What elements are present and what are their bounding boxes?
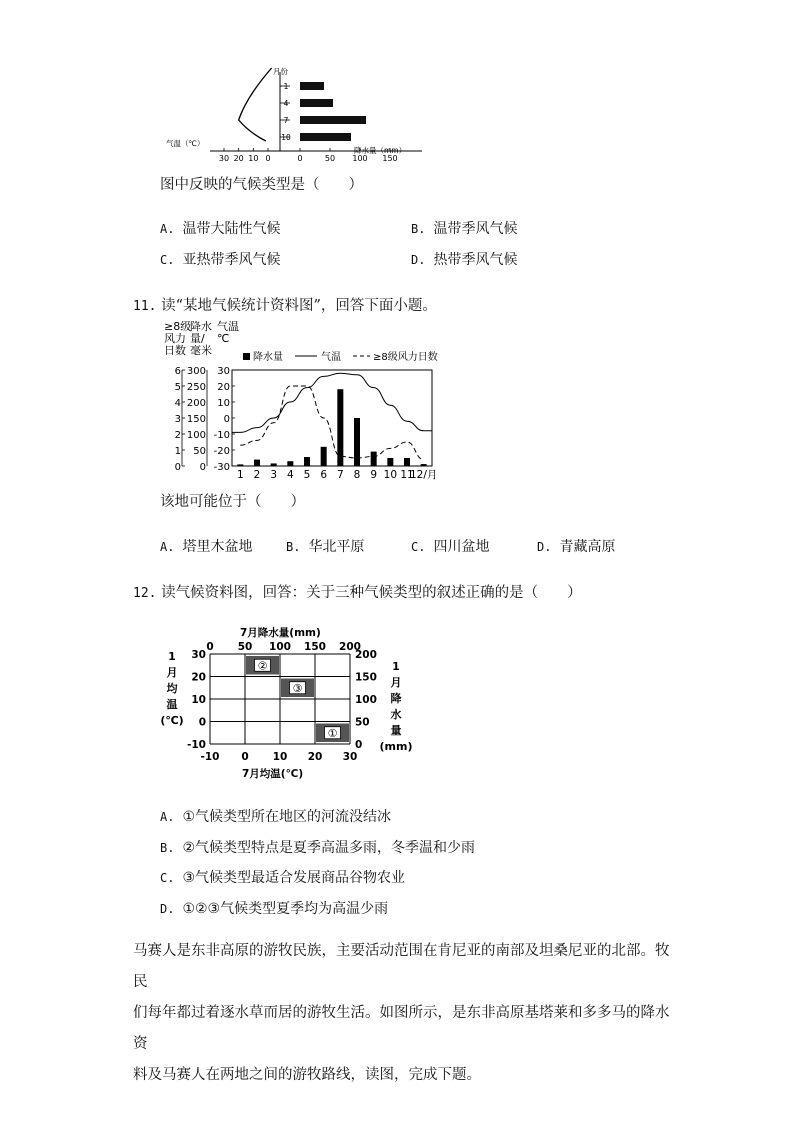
q11-option-b[interactable]: [286, 536, 364, 556]
q11-wind-tick: 5: [174, 382, 181, 393]
q11-axis-header: 日数: [164, 344, 186, 357]
q11-month-label: 11: [400, 469, 414, 481]
q10-temperature-curve: [239, 68, 272, 141]
q12-top-tick: 200: [339, 641, 361, 653]
q11-month-label: 8: [353, 469, 361, 481]
q11-month-label: 12/月: [409, 469, 438, 481]
q12-point-label: ③: [292, 681, 303, 695]
q12-bottom-tick: 30: [342, 751, 358, 763]
q11-month-label: 7: [336, 469, 344, 481]
q11-wind-tick: 2: [174, 430, 181, 441]
q10-month-label: 4: [283, 99, 289, 108]
q11-precip-tick: 300: [186, 366, 206, 377]
q11-option-c[interactable]: [411, 536, 489, 556]
q10-temp-tick-label: 20: [233, 154, 244, 163]
option-letter: A.: [160, 540, 175, 554]
q12-right-axis-title: 水: [390, 708, 402, 721]
question-number: 12.: [133, 586, 157, 601]
question-number: 11.: [133, 299, 157, 314]
q12-option-b[interactable]: [160, 837, 475, 857]
passage-line: 马赛人是东非高原的游牧民族，主要活动范围在肯尼亚的南部及坦桑尼亚的北部。牧民: [133, 943, 670, 990]
q12-left-tick: 0: [198, 716, 206, 729]
option-text: 亚热带季风气候: [182, 252, 281, 268]
q11-month-label: 2: [253, 469, 261, 481]
q10-climate-chart: [160, 60, 430, 168]
q10-option-c[interactable]: [160, 249, 280, 269]
q12-left-tick: 30: [191, 649, 206, 661]
q10-stem: 图中反映的气候类型是（ ）: [160, 177, 363, 193]
q10-precip-bar: [300, 116, 366, 124]
q11-stem: 该地可能位于（ ）: [160, 494, 305, 510]
q10-precip-tick-label: 100: [352, 154, 368, 163]
q12-right-tick: 150: [355, 671, 377, 684]
q11-precip-tick: 150: [186, 414, 206, 425]
q11-legend-precip-swatch: [243, 353, 250, 360]
q11-wind-days-line: [240, 386, 423, 460]
option-letter: B.: [160, 841, 175, 855]
q11-legend-precip: 降水量: [253, 352, 283, 363]
q11-precip-bar: [321, 447, 327, 466]
q11-precip-tick: 50: [193, 446, 206, 457]
q11-wind-tick: 0: [174, 462, 181, 473]
q12-left-axis-title: 月: [166, 666, 178, 679]
q11-precip-tick: 250: [186, 382, 206, 393]
q12-bottom-tick: -10: [200, 751, 220, 763]
q12-left-tick: -10: [187, 739, 206, 751]
q10-temp-tick-label: 10: [248, 154, 259, 163]
q11-option-d[interactable]: [537, 536, 615, 556]
q12-right-tick: 100: [355, 694, 377, 706]
option-text: ②气候类型特点是夏季高温多雨，冬季温和少雨: [182, 840, 476, 856]
q10-precip-tick-label: 0: [297, 154, 303, 163]
q11-precip-bar: [371, 452, 377, 466]
q11-month-label: 3: [270, 469, 278, 481]
q12-right-axis-title: 量: [390, 724, 402, 737]
q12-top-tick: 0: [206, 641, 214, 653]
q12-right-axis-title: (mm): [379, 740, 413, 753]
q12-right-tick: 200: [355, 649, 377, 661]
q10-temp-axis-label: 气温（℃）: [166, 139, 205, 148]
q12-right-tick: 0: [355, 739, 363, 751]
q11-temp-tick: 10: [217, 398, 230, 409]
q12-heading: [133, 581, 582, 602]
q11-heading: [133, 294, 437, 315]
q11-precip-bar: [354, 418, 360, 466]
q12-left-tick: 20: [191, 671, 206, 684]
q12-left-axis-title: 1: [168, 650, 176, 663]
q11-axis-header: 量/: [190, 332, 205, 345]
option-letter: D.: [537, 540, 552, 554]
q11-temp-tick: 20: [217, 382, 230, 393]
option-text: 青藏高原: [559, 539, 616, 555]
q12-point-label: ②: [257, 659, 268, 673]
q11-wind-tick: 3: [174, 414, 181, 425]
q11-axis-header: 气温: [217, 320, 239, 333]
q11-month-label: 5: [303, 469, 311, 481]
q11-month-label: 4: [286, 469, 294, 481]
q10-month-axis-label: 月份: [273, 67, 288, 76]
q11-temp-tick: -20: [213, 446, 230, 457]
q12-top-tick: 50: [237, 641, 253, 653]
option-text: ③气候类型最适合发展商品谷物农业: [182, 870, 406, 886]
q11-month-label: 1: [236, 469, 244, 481]
q11-axis-header: ≥8级: [164, 320, 192, 333]
q11-precip-bar: [404, 458, 410, 466]
q12-option-d[interactable]: [160, 898, 388, 918]
q11-precip-bar: [421, 464, 427, 466]
option-text: 温带季风气候: [433, 221, 518, 237]
option-letter: D.: [411, 253, 426, 267]
passage-line: 们每年都过着逐水草而居的游牧生活。如图所示，是东非高原基塔莱和多多马的降水资: [133, 1005, 670, 1052]
q11-precip-bar: [287, 461, 293, 466]
q11-axis-header: 降水: [190, 320, 212, 333]
q11-wind-tick: 1: [174, 446, 181, 457]
q12-left-tick: 10: [191, 694, 206, 706]
q11-wind-tick: 6: [174, 366, 181, 377]
q10-temp-tick-label: 0: [265, 154, 271, 163]
q12-right-tick: 50: [355, 716, 370, 729]
q11-wind-tick: 4: [174, 398, 181, 409]
q11-month-label: 10: [383, 469, 398, 481]
option-letter: A.: [160, 222, 175, 236]
option-text: 塔里木盆地: [182, 539, 253, 555]
q12-intro: 读气候资料图，回答：关于三种气候类型的叙述正确的是（ ）: [161, 585, 582, 601]
q11-climate-chart: [160, 318, 460, 486]
q12-bottom-tick: 20: [307, 751, 323, 763]
option-text: ①气候类型所在地区的河流没结冰: [182, 809, 392, 825]
q12-right-axis-title: 1: [392, 660, 400, 673]
q10-month-label: 10: [281, 133, 291, 142]
option-text: 华北平原: [308, 539, 365, 555]
option-letter: A.: [160, 810, 175, 824]
q12-bottom-axis-title: 7月均温(℃): [242, 768, 304, 780]
q12-bottom-tick: 0: [241, 751, 249, 763]
q10-temp-tick-label: 30: [218, 154, 230, 163]
q11-precip-bar: [387, 458, 393, 466]
q11-precip-tick: 200: [186, 398, 206, 409]
option-letter: C.: [160, 253, 175, 267]
q11-precip-bar: [271, 463, 277, 466]
option-letter: B.: [286, 540, 301, 554]
option-text: 温带大陆性气候: [182, 221, 281, 237]
q12-right-axis-title: 月: [390, 676, 402, 689]
q12-top-tick: 100: [269, 641, 291, 653]
q11-precip-bar: [337, 389, 343, 466]
q11-legend-wind: ≥8级风力日数: [373, 352, 438, 363]
option-text: 四川盆地: [433, 539, 490, 555]
q12-option-a[interactable]: [160, 806, 391, 826]
q10-precip-axis-label: 降水量（mm）: [354, 146, 407, 155]
q10-precip-bar: [300, 99, 333, 107]
passage: [133, 936, 678, 1091]
passage-line: 料及马赛人在两地之间的游牧路线，读图，完成下题。: [133, 1067, 481, 1083]
q11-temperature-line: [232, 373, 432, 432]
q11-month-label: 9: [370, 469, 378, 481]
q12-climate-grid-chart: [160, 622, 430, 782]
option-letter: B.: [411, 222, 426, 236]
q10-precip-tick-label: 150: [382, 154, 398, 163]
q10-precip-bar: [300, 82, 324, 90]
q10-option-d[interactable]: [411, 249, 517, 269]
q10-option-b[interactable]: [411, 218, 517, 238]
q11-precip-tick: 0: [199, 462, 206, 473]
q10-month-label: 1: [283, 82, 289, 91]
q11-precip-bar: [254, 460, 260, 466]
q12-top-axis-title: 7月降水量(mm): [240, 627, 321, 639]
q12-right-axis-title: 降: [390, 692, 402, 705]
q11-precip-bar: [304, 457, 310, 466]
q12-left-axis-title: 温: [166, 698, 178, 711]
option-letter: D.: [160, 902, 175, 916]
q11-intro: 读“某地气候统计资料图”，回答下面小题。: [161, 298, 437, 314]
option-letter: C.: [411, 540, 426, 554]
q12-left-axis-title: (℃): [160, 714, 184, 727]
q11-temp-tick: -10: [213, 430, 230, 441]
q11-option-a[interactable]: [160, 536, 252, 556]
q11-axis-header: 毫米: [190, 344, 212, 357]
option-letter: C.: [160, 871, 175, 885]
q11-legend-temp: 气温: [321, 352, 341, 363]
q11-temp-tick: 30: [217, 366, 230, 377]
q11-precip-bar: [237, 464, 243, 466]
q10-option-a[interactable]: [160, 218, 280, 238]
q12-left-axis-title: 均: [166, 682, 178, 695]
q11-axis-header: ℃: [217, 332, 230, 345]
q10-month-label: 7: [283, 116, 289, 125]
q12-option-c[interactable]: [160, 867, 405, 887]
q11-month-label: 6: [320, 469, 328, 481]
q10-precip-bar: [300, 133, 351, 141]
q12-bottom-tick: 10: [272, 751, 288, 763]
q11-temp-tick: -30: [213, 462, 230, 473]
q11-axis-header: 风力: [164, 332, 186, 345]
q12-top-tick: 150: [304, 641, 326, 653]
q11-temp-tick: 0: [223, 414, 230, 425]
q11-precip-tick: 100: [186, 430, 206, 441]
option-text: 热带季风气候: [433, 252, 518, 268]
q10-precip-tick-label: 50: [324, 154, 336, 163]
option-text: ①②③气候类型夏季均为高温少雨: [182, 901, 389, 917]
q12-point-label: ①: [327, 726, 338, 740]
